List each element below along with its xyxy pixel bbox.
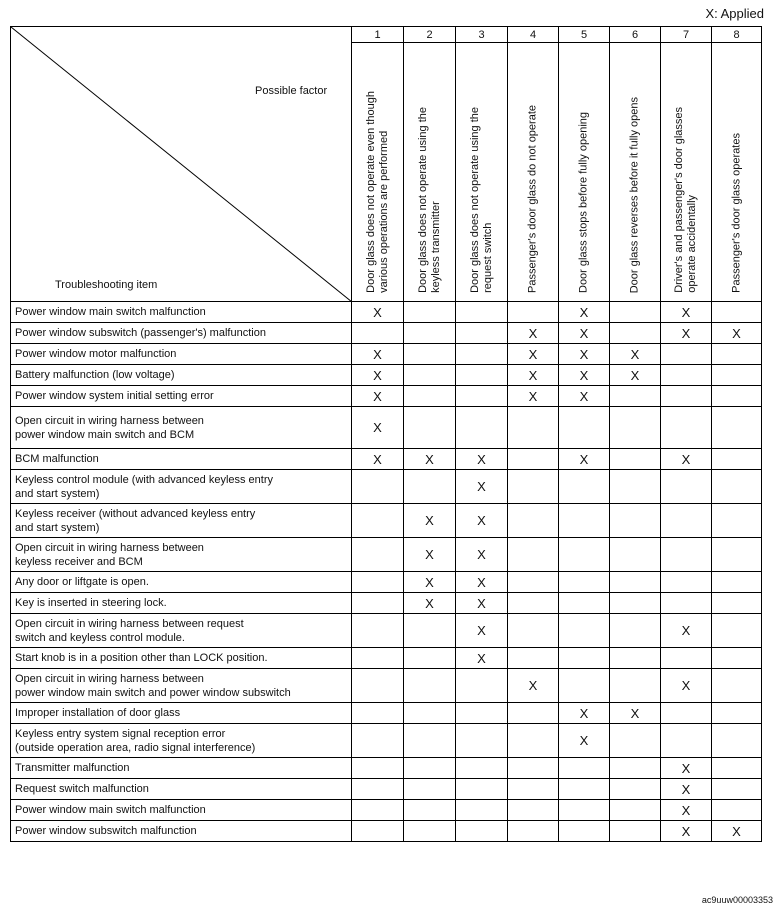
troubleshooting-item: Request switch malfunction	[11, 779, 352, 800]
troubleshooting-item: Keyless receiver (without advanced keyless entry and start system)	[11, 504, 352, 538]
applied-mark-cell: X	[661, 449, 712, 470]
applied-mark-cell: X	[456, 593, 508, 614]
column-label-cell	[661, 43, 712, 302]
column-label-3: Door glass does not operate using the request switch	[468, 107, 494, 293]
troubleshooting-item: Open circuit in wiring harness between keyless receiver and BCM	[11, 538, 352, 572]
applied-mark-cell	[559, 758, 610, 779]
table-row	[11, 669, 762, 703]
troubleshooting-item: Battery malfunction (low voltage)	[11, 365, 352, 386]
applied-mark-cell	[456, 724, 508, 758]
applied-mark-cell	[661, 365, 712, 386]
applied-mark-cell	[712, 449, 762, 470]
applied-mark-cell	[404, 470, 456, 504]
column-label-6: Door glass reverses before it fully opens	[628, 96, 641, 293]
applied-mark-cell	[712, 800, 762, 821]
applied-mark-cell	[661, 386, 712, 407]
applied-mark-cell: X	[508, 344, 559, 365]
applied-mark-cell	[559, 669, 610, 703]
table-row	[11, 302, 762, 323]
applied-mark-cell	[559, 593, 610, 614]
column-label-cell	[508, 43, 559, 302]
applied-mark-cell	[352, 323, 404, 344]
applied-mark-cell: X	[456, 449, 508, 470]
column-number-3: 3	[456, 27, 508, 43]
applied-mark-cell	[610, 538, 661, 572]
applied-mark-cell	[661, 572, 712, 593]
applied-mark-cell	[404, 302, 456, 323]
applied-mark-cell	[610, 572, 661, 593]
applied-mark-cell: X	[508, 365, 559, 386]
applied-mark-cell	[610, 821, 661, 842]
column-label-1: Door glass does not operate even though various operations are performed	[364, 91, 390, 293]
table-row	[11, 800, 762, 821]
applied-mark-cell	[559, 538, 610, 572]
applied-mark-cell: X	[352, 365, 404, 386]
troubleshooting-item-label: Troubleshooting item	[55, 279, 158, 291]
applied-mark-cell	[404, 703, 456, 724]
table-row	[11, 614, 762, 648]
applied-mark-cell	[712, 302, 762, 323]
applied-mark-cell	[661, 470, 712, 504]
applied-mark-cell	[456, 365, 508, 386]
troubleshooting-item: Keyless control module (with advanced keyless entry and start system)	[11, 470, 352, 504]
applied-mark-cell	[456, 323, 508, 344]
column-label-cell	[559, 43, 610, 302]
applied-mark-cell	[404, 614, 456, 648]
applied-mark-cell: X	[661, 669, 712, 703]
applied-mark-cell	[610, 449, 661, 470]
applied-mark-cell	[712, 470, 762, 504]
applied-mark-cell	[508, 758, 559, 779]
troubleshooting-item: Improper installation of door glass	[11, 703, 352, 724]
legend-text: X: Applied	[705, 6, 764, 21]
column-label-cell	[712, 43, 762, 302]
applied-mark-cell	[352, 538, 404, 572]
table-row	[11, 593, 762, 614]
applied-mark-cell	[508, 504, 559, 538]
column-label-5: Door glass stops before fully opening	[577, 112, 590, 293]
applied-mark-cell	[352, 821, 404, 842]
applied-mark-cell: X	[404, 449, 456, 470]
applied-mark-cell	[352, 703, 404, 724]
applied-mark-cell	[404, 779, 456, 800]
applied-mark-cell	[559, 800, 610, 821]
applied-mark-cell: X	[508, 669, 559, 703]
troubleshooting-item: Power window motor malfunction	[11, 344, 352, 365]
applied-mark-cell	[404, 365, 456, 386]
applied-mark-cell	[508, 407, 559, 449]
applied-mark-cell: X	[661, 614, 712, 648]
column-number-4: 4	[508, 27, 559, 43]
applied-mark-cell: X	[559, 323, 610, 344]
applied-mark-cell	[404, 669, 456, 703]
applied-mark-cell: X	[456, 538, 508, 572]
applied-mark-cell	[508, 724, 559, 758]
applied-mark-cell: X	[508, 323, 559, 344]
column-label-2: Door glass does not operate using the keyless transmitter	[416, 107, 442, 293]
applied-mark-cell	[559, 470, 610, 504]
applied-mark-cell: X	[661, 800, 712, 821]
applied-mark-cell	[712, 407, 762, 449]
applied-mark-cell	[404, 344, 456, 365]
table-row	[11, 758, 762, 779]
applied-mark-cell	[456, 386, 508, 407]
applied-mark-cell	[610, 758, 661, 779]
applied-mark-cell: X	[610, 703, 661, 724]
applied-mark-cell	[610, 724, 661, 758]
diagonal-line	[11, 27, 352, 302]
applied-mark-cell	[404, 323, 456, 344]
applied-mark-cell	[712, 344, 762, 365]
table-row	[11, 538, 762, 572]
applied-mark-cell	[559, 572, 610, 593]
applied-mark-cell	[352, 758, 404, 779]
applied-mark-cell: X	[610, 365, 661, 386]
column-number-6: 6	[610, 27, 661, 43]
column-number-row	[11, 27, 762, 43]
applied-mark-cell	[559, 779, 610, 800]
applied-mark-cell	[456, 821, 508, 842]
table-row	[11, 648, 762, 669]
troubleshooting-item: Power window main switch malfunction	[11, 302, 352, 323]
applied-mark-cell	[661, 648, 712, 669]
troubleshooting-item: Keyless entry system signal reception error (outside operation area, radio signal interference)	[11, 724, 352, 758]
applied-mark-cell	[352, 572, 404, 593]
applied-mark-cell	[352, 504, 404, 538]
applied-mark-cell	[712, 504, 762, 538]
column-number-5: 5	[559, 27, 610, 43]
applied-mark-cell	[456, 703, 508, 724]
applied-mark-cell	[352, 779, 404, 800]
column-number-7: 7	[661, 27, 712, 43]
column-label-7: Driver's and passenger's door glasses operate accidentally	[673, 107, 698, 293]
applied-mark-cell: X	[712, 821, 762, 842]
troubleshooting-item: Power window subswitch malfunction	[11, 821, 352, 842]
troubleshooting-item: Power window system initial setting error	[11, 386, 352, 407]
applied-mark-cell: X	[559, 386, 610, 407]
applied-mark-cell: X	[559, 302, 610, 323]
applied-mark-cell	[508, 703, 559, 724]
applied-mark-cell	[352, 614, 404, 648]
applied-mark-cell	[456, 407, 508, 449]
applied-mark-cell: X	[456, 648, 508, 669]
applied-mark-cell: X	[352, 344, 404, 365]
applied-mark-cell: X	[456, 572, 508, 593]
applied-mark-cell	[508, 572, 559, 593]
applied-mark-cell	[352, 470, 404, 504]
applied-mark-cell	[404, 724, 456, 758]
applied-mark-cell	[712, 724, 762, 758]
table-row	[11, 323, 762, 344]
applied-mark-cell	[661, 504, 712, 538]
applied-mark-cell: X	[559, 344, 610, 365]
applied-mark-cell	[352, 800, 404, 821]
table-row	[11, 449, 762, 470]
applied-mark-cell: X	[352, 386, 404, 407]
applied-mark-cell	[610, 669, 661, 703]
applied-mark-cell: X	[661, 323, 712, 344]
applied-mark-cell	[610, 779, 661, 800]
applied-mark-cell	[508, 648, 559, 669]
applied-mark-cell	[661, 703, 712, 724]
applied-mark-cell	[712, 703, 762, 724]
applied-mark-cell	[456, 779, 508, 800]
applied-mark-cell	[404, 821, 456, 842]
applied-mark-cell	[508, 593, 559, 614]
troubleshooting-table	[10, 26, 762, 842]
applied-mark-cell: X	[456, 614, 508, 648]
applied-mark-cell	[456, 344, 508, 365]
applied-mark-cell	[712, 538, 762, 572]
possible-factor-label: Possible factor	[255, 85, 328, 97]
applied-mark-cell: X	[712, 323, 762, 344]
applied-mark-cell: X	[661, 758, 712, 779]
applied-mark-cell: X	[661, 779, 712, 800]
column-label-4: Passenger's door glass do not operate	[526, 105, 539, 293]
applied-mark-cell	[610, 648, 661, 669]
applied-mark-cell	[352, 593, 404, 614]
troubleshooting-item: Open circuit in wiring harness between request switch and keyless control module.	[11, 614, 352, 648]
column-number-8: 8	[712, 27, 762, 43]
table-row	[11, 821, 762, 842]
applied-mark-cell	[661, 344, 712, 365]
applied-mark-cell	[352, 669, 404, 703]
column-number-2: 2	[404, 27, 456, 43]
applied-mark-cell	[404, 648, 456, 669]
applied-mark-cell	[404, 407, 456, 449]
applied-mark-cell: X	[352, 302, 404, 323]
table-row	[11, 724, 762, 758]
applied-mark-cell: X	[404, 593, 456, 614]
applied-mark-cell	[610, 614, 661, 648]
applied-mark-cell	[404, 800, 456, 821]
troubleshooting-item: Transmitter malfunction	[11, 758, 352, 779]
applied-mark-cell	[712, 669, 762, 703]
applied-mark-cell	[508, 779, 559, 800]
applied-mark-cell	[610, 323, 661, 344]
applied-mark-cell	[352, 648, 404, 669]
applied-mark-cell	[610, 407, 661, 449]
applied-mark-cell: X	[661, 302, 712, 323]
column-label-cell	[352, 43, 404, 302]
applied-mark-cell	[712, 365, 762, 386]
table-row	[11, 572, 762, 593]
applied-mark-cell	[661, 407, 712, 449]
column-label-cell	[404, 43, 456, 302]
applied-mark-cell	[456, 669, 508, 703]
applied-mark-cell	[456, 302, 508, 323]
applied-mark-cell	[559, 648, 610, 669]
troubleshooting-item: Start knob is in a position other than LOCK position.	[11, 648, 352, 669]
applied-mark-cell	[661, 593, 712, 614]
table-row	[11, 365, 762, 386]
table-row	[11, 344, 762, 365]
applied-mark-cell	[712, 572, 762, 593]
applied-mark-cell	[352, 724, 404, 758]
applied-mark-cell	[559, 614, 610, 648]
applied-mark-cell	[712, 386, 762, 407]
table-row	[11, 470, 762, 504]
applied-mark-cell: X	[404, 572, 456, 593]
applied-mark-cell: X	[610, 344, 661, 365]
troubleshooting-item: BCM malfunction	[11, 449, 352, 470]
applied-mark-cell	[610, 386, 661, 407]
applied-mark-cell	[610, 593, 661, 614]
applied-mark-cell	[559, 504, 610, 538]
applied-mark-cell	[456, 800, 508, 821]
column-label-8: Passenger's door glass operates	[730, 133, 742, 293]
image-code: ac9uuw00003353	[701, 895, 773, 905]
table-row	[11, 504, 762, 538]
applied-mark-cell: X	[352, 407, 404, 449]
applied-mark-cell	[712, 758, 762, 779]
troubleshooting-item: Power window main switch malfunction	[11, 800, 352, 821]
applied-mark-cell	[508, 449, 559, 470]
column-number-1: 1	[352, 27, 404, 43]
table-row	[11, 779, 762, 800]
troubleshooting-item: Power window subswitch (passenger's) malfunction	[11, 323, 352, 344]
troubleshooting-item: Open circuit in wiring harness between power window main switch and BCM	[11, 407, 352, 449]
applied-mark-cell: X	[404, 504, 456, 538]
applied-mark-cell: X	[559, 703, 610, 724]
troubleshooting-item: Any door or liftgate is open.	[11, 572, 352, 593]
applied-mark-cell	[456, 758, 508, 779]
table-row	[11, 703, 762, 724]
applied-mark-cell	[661, 538, 712, 572]
table-row	[11, 407, 762, 449]
column-label-cell	[456, 43, 508, 302]
troubleshooting-item: Key is inserted in steering lock.	[11, 593, 352, 614]
applied-mark-cell: X	[559, 365, 610, 386]
applied-mark-cell	[559, 821, 610, 842]
applied-mark-cell	[712, 648, 762, 669]
applied-mark-cell	[508, 302, 559, 323]
table-row	[11, 386, 762, 407]
applied-mark-cell	[610, 302, 661, 323]
applied-mark-cell	[508, 538, 559, 572]
applied-mark-cell	[610, 504, 661, 538]
header-corner-cell	[11, 27, 352, 302]
applied-mark-cell: X	[404, 538, 456, 572]
applied-mark-cell	[610, 470, 661, 504]
applied-mark-cell: X	[559, 449, 610, 470]
applied-mark-cell	[712, 614, 762, 648]
applied-mark-cell: X	[352, 449, 404, 470]
applied-mark-cell: X	[456, 470, 508, 504]
applied-mark-cell: X	[559, 724, 610, 758]
applied-mark-cell: X	[508, 386, 559, 407]
applied-mark-cell	[712, 779, 762, 800]
applied-mark-cell	[661, 724, 712, 758]
applied-mark-cell	[508, 470, 559, 504]
applied-mark-cell: X	[456, 504, 508, 538]
applied-mark-cell	[404, 386, 456, 407]
applied-mark-cell	[508, 821, 559, 842]
applied-mark-cell	[559, 407, 610, 449]
applied-mark-cell	[508, 614, 559, 648]
applied-mark-cell	[508, 800, 559, 821]
troubleshooting-item: Open circuit in wiring harness between power window main switch and power window subswitch	[11, 669, 352, 703]
applied-mark-cell	[610, 800, 661, 821]
applied-mark-cell: X	[661, 821, 712, 842]
applied-mark-cell	[404, 758, 456, 779]
column-label-cell	[610, 43, 661, 302]
applied-mark-cell	[712, 593, 762, 614]
